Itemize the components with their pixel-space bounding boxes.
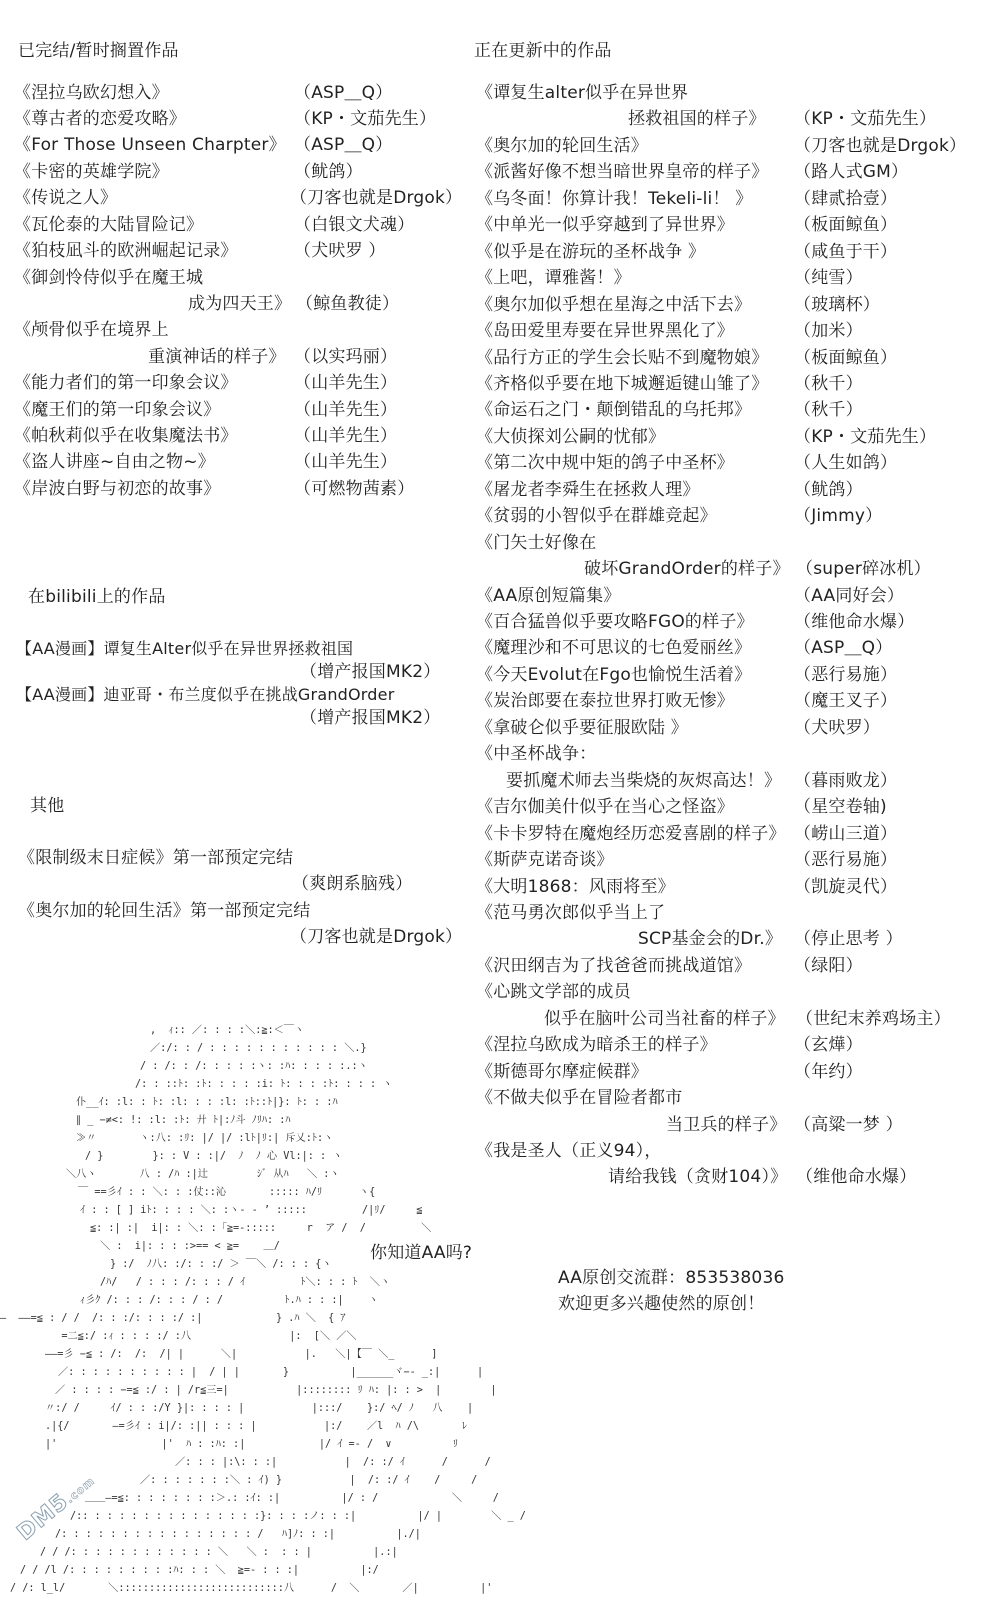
list-item-title: 《大明1868：风雨将至》: [476, 877, 675, 897]
list-item-author: （人生如鸽）: [794, 453, 898, 473]
list-item-title: 《传说之人》: [14, 188, 118, 208]
list-item-author: （星空卷轴): [794, 797, 887, 817]
list-item-author: （鲸鱼教徒）: [296, 294, 400, 314]
list-item-title: 《涅拉乌欧幻想入》: [14, 83, 169, 103]
list-item-title: 《似乎是在游玩的圣杯战争 》: [476, 242, 706, 262]
list-item-title: 《百合猛兽似乎要攻略FGO的样子》: [476, 612, 754, 632]
list-item-title: 《奥尔加的轮回生活》: [476, 136, 648, 156]
list-item-author: （KP・文茄先生）: [794, 109, 937, 129]
list-item-title: 《范马勇次郎似乎当上了: [476, 903, 666, 923]
list-item-author: （秋千）: [794, 374, 863, 394]
list-item-title: 《卡密的英雄学院》: [14, 162, 169, 182]
list-item-author: （玻璃杯）: [794, 295, 880, 315]
list-item-title-cont: 请给我钱（贪财104）》: [608, 1167, 788, 1187]
list-item-author: （维他命水爆）: [794, 612, 915, 632]
list-item-title: 《沢田纲吉为了找爸爸而挑战道馆》: [476, 956, 752, 976]
list-item-author: （维他命水爆）: [796, 1167, 917, 1187]
list-item-author: （KP・文茄先生）: [294, 109, 437, 129]
list-item-title-cont: 要抓魔术师去当柴烧的灰烬高达！》: [506, 771, 782, 791]
list-item-author: （高粱一梦 ）: [794, 1115, 903, 1135]
list-item-author: （凯旋灵代）: [794, 877, 898, 897]
list-item-title-cont: 重演神话的样子》: [148, 347, 286, 367]
list-item-title: 【AA漫画】谭复生Alter似乎在异世界拯救祖国: [16, 639, 354, 658]
list-item-title-cont: 当卫兵的样子》: [666, 1115, 787, 1135]
list-item-author: （增产报国MK2）: [300, 708, 441, 728]
list-item-author: （ASP＿Q）: [294, 83, 393, 103]
list-item-author: （AA同好会）: [794, 586, 905, 606]
list-item-author: （KP・文茄先生）: [794, 427, 937, 447]
list-item-title: 《门矢士好像在: [476, 533, 597, 553]
list-item-title: 《涅拉乌欧成为暗杀王的样子》: [476, 1035, 717, 1055]
list-item-author: （板面鲸鱼）: [794, 215, 898, 235]
list-item-title: 《乌冬面！你算计我！Tekeli-li！ 》: [476, 189, 753, 209]
list-item-author: （鱿鸽）: [794, 480, 863, 500]
list-item-title: 《品行方正的学生会长贴不到魔物娘》: [476, 348, 769, 368]
list-item-title: 《吉尔伽美什似乎在当心之怪盗》: [476, 797, 734, 817]
list-item-author: （Jimmy）: [794, 506, 883, 526]
list-item-author: （崂山三道）: [794, 824, 898, 844]
list-item-title: 《炭治郎要在泰拉世界打败无惨》: [476, 691, 734, 711]
list-item-title: 《岛田爱里寿要在异世界黑化了》: [476, 321, 734, 341]
list-item-author: （刀客也就是Drgok）: [794, 136, 967, 156]
list-item-title: 《拿破仑似乎要征服欧陆 》: [476, 718, 689, 738]
list-item-title: 《我是圣人（正义94），: [476, 1141, 662, 1161]
list-item-title-cont: 成为四天王》: [188, 294, 292, 314]
completed-heading: 已完结/暂时搁置作品: [18, 41, 179, 61]
list-item-author: （停止思考 ）: [794, 929, 903, 949]
list-item-title: 《卡卡罗特在魔炮经历恋爱喜剧的样子》: [476, 824, 786, 844]
list-item-author: （加米）: [794, 321, 863, 341]
list-item-title: 《大侦探刘公嗣的忧郁》: [476, 427, 666, 447]
list-item-author: （爽朗系脑残）: [292, 874, 413, 894]
list-item-author: （犬吠罗）: [794, 718, 880, 738]
list-item-author: （恶行易施）: [794, 665, 898, 685]
list-item-author: （super碎冰机）: [796, 559, 931, 579]
list-item-title: 《奥尔加的轮回生活》第一部预定完结: [18, 901, 311, 921]
list-item-author: （路人式GM）: [794, 162, 909, 182]
slogan: 欢迎更多兴趣使然的原创！: [558, 1294, 765, 1314]
question-text: 你知道AA吗?: [370, 1243, 473, 1263]
list-item-title: 《帕秋莉似乎在收集魔法书》: [14, 426, 238, 446]
list-item-title: 《For Those Unseen Charpter》: [14, 135, 286, 155]
list-item-author: （绿阳）: [794, 956, 863, 976]
list-item-title: 《派酱好像不想当暗世界皇帝的样子》: [476, 162, 769, 182]
list-item-author: （ASP＿Q）: [794, 638, 893, 658]
list-item-title: 《今天Evolut在Fgo也愉悦生活着》: [476, 665, 752, 685]
list-item-title: 《贫弱的小智似乎在群雄竞起》: [476, 506, 717, 526]
list-item-author: （鱿鸽）: [294, 162, 363, 182]
list-item-author: （咸鱼于干）: [794, 242, 898, 262]
list-item-author: （肆贰拾壹）: [794, 189, 898, 209]
list-item-author: （板面鲸鱼）: [794, 348, 898, 368]
list-item-title: 《屠龙者李舜生在拯救人理》: [476, 480, 700, 500]
list-item-author: （山羊先生）: [294, 452, 398, 472]
list-item-title: 《盗人讲座~自由之物~》: [14, 452, 215, 472]
list-item-title: 《狛枝凪斗的欧洲崛起记录》: [14, 241, 238, 261]
list-item-title: 《魔王们的第一印象会议》: [14, 400, 221, 420]
list-item-author: （ASP＿Q）: [294, 135, 393, 155]
list-item-author: （白银文犬魂）: [294, 215, 415, 235]
list-item-title: 《命运石之门・颠倒错乱的乌托邦》: [476, 400, 752, 420]
list-item-title: 《中单光一似乎穿越到了异世界》: [476, 215, 734, 235]
list-item-author: （可燃物茜素）: [294, 479, 415, 499]
list-item-title-cont: SCP基金会的Dr.》: [638, 929, 783, 949]
list-item-title: 《心跳文学部的成员: [476, 982, 631, 1002]
list-item-title: 《齐格似乎要在地下城邂逅键山雏了》: [476, 374, 769, 394]
list-item-title: 《尊古者的恋爱攻略》: [14, 109, 186, 129]
list-item-author: （年约）: [794, 1062, 863, 1082]
list-item-author: （山羊先生）: [294, 373, 398, 393]
list-item-author: （暮雨败龙）: [794, 771, 898, 791]
list-item-author: （魔王叉子）: [794, 691, 898, 711]
list-item-title-cont: 拯救祖国的样子》: [628, 109, 766, 129]
list-item-author: （玄燁）: [794, 1035, 863, 1055]
list-item-author: （增产报国MK2）: [300, 662, 441, 682]
list-item-title: 《御剑怜侍似乎在魔王城: [14, 268, 204, 288]
list-item-title: 《奥尔加似乎想在星海之中活下去》: [476, 295, 752, 315]
list-item-title: 《颅骨似乎在境界上: [14, 320, 169, 340]
list-item-author: （山羊先生）: [294, 400, 398, 420]
list-item-title: 《中圣杯战争：: [476, 744, 597, 764]
list-item-title-cont: 破坏GrandOrder的样子》: [584, 559, 790, 579]
list-item-title: 【AA漫画】迪亚哥・布兰度似乎在挑战GrandOrder: [16, 685, 395, 704]
list-item-title-cont: 似乎在脑叶公司当社畜的样子》: [544, 1009, 785, 1029]
other-heading: 其他: [30, 796, 65, 816]
group-number: AA原创交流群：853538036: [558, 1268, 785, 1288]
list-item-author: （刀客也就是Drgok）: [290, 188, 463, 208]
watermark-sub: .com: [63, 1474, 98, 1506]
ascii-art-character-illustration: , ｨ:: ／: : : :＼:≧:＜￣ヽ ／:/: : / : : : : : : : : : : : ＼.} / : /: : /: : : : :ヽ: :ﾊ: : : : :.:ヽ /: : ::ﾄ: :ﾄ: : : : :i: ﾄ: : : :ﾄ: : : : ヽ 仆__ｲ: :l: : ﾄ: :l: : : :l: :ﾄ::ﾄ|}: ﾄ: : :ﾊ ∥ _ −≠<: !: :l: :ﾄ: 廾 ﾄ|:ﾉ斗 ﾉﾘﾊ: :ﾊ ≫〃 ヽ:八: :ﾘ: |/ |/ :lﾄ|ﾘ:| 斥乂:ﾄ:ヽ / } }: : V : :|/ ﾉ ﾉ 心 Vl:|: : ヽ ＼八ヽ 八 : /ﾊ :|辻 ｼﾞ 从ﾊ ＼ :ヽ ￣ ==彡ｲ : : ＼: : :仗::沁 ::::: ﾊ/ﾘ ヽ{ ｲ : : [ ] iﾄ: : : : ＼: :ヽ- ‐ ’ ::::: /|ﾘ/ ≦ ≦: :| :| i|: : ＼: :「≧=-::::: r ア / / ＼ ＼ : i|: : : :>== < ≧= ＿/ } :/ ﾉ八: :/: : :/ ＞ ￣＼ /: : : {ヽ /ﾊ/ / : : : /: : : / ｲ ﾄ＼: : : ﾄ ＼ヽ ｨ彡ｸ /: : : /: : : / : / ﾄ.ﾊ : : :| ヽ — ——=≦ : / / /: : :/: : : :/ :| } .ﾊ ＼ { ｱ =二≦:/ :ｨ : : : :/ :八 |: [＼ ／＼ ——=彡 −≦ : /: /: /| | ＼| |. ＼|【￣ ＼_ ] ／: : : : : : : : : : | / | | } |______ヾ−- _:| | ／ : : : : −=≦ :/ : | /r≦三=| |:::::::: ﾘ ﾊ: |: : > | | 〃:/ / ｲ/ : : :/Y }|: : : : | |:::/ }:/ ﾍ/ ﾉ 八 | .|{/ —=彡ｲ : i|/: :|| : : : | |:/ ／l ﾊ /\ ﾚ |' |' ﾊ : :ﾊ: :| |/ ｲ =- / ∨ ﾘ ／: : : |:\: : :| | /: :/ ｲ / / ／: : : : : : :＼ : ｲ) } | /: :/ ｲ / / ＿＿—=≦: : : : : : : :＞.: :ｲ: :| |/ : / ＼ / /:: : : : : : : : : : : : : : :}: : : :ノ: : :| |/ | ＼ _ / /: : : : : : : : : : : : : : : : / ﾊ]ﾉ: : :| |./| / / /: : : : : : : : : : : : ＼ ＼ : : : | |.:| / / /l /: : : : : : : : :ﾊ: : : ＼ ≧=- : : :| |:/ / /: l_l/ ＼:::::::::::::::::::::::::::八 / ＼ ／| |': [0, 1025, 526, 1594]
list-item-title: 《瓦伦泰的大陆冒险记》: [14, 215, 204, 235]
list-item-title: 《不做夫似乎在冒险者都市: [476, 1088, 683, 1108]
list-item-title: 《魔理沙和不可思议的七色爱丽丝》: [476, 638, 752, 658]
list-item-title: 《谭复生alter似乎在异世界: [476, 83, 689, 103]
bilibili-heading: 在bilibili上的作品: [28, 587, 166, 607]
list-item-title: 《上吧，谭雅酱！》: [476, 268, 631, 288]
list-item-title: 《斯萨克诺奇谈》: [476, 850, 614, 870]
list-item-author: （恶行易施）: [794, 850, 898, 870]
list-item-title: 《AA原创短篇集》: [476, 586, 621, 606]
list-item-title: 《能力者们的第一印象会议》: [14, 373, 238, 393]
list-item-author: （秋千）: [794, 400, 863, 420]
list-item-author: （世纪末养鸡场主）: [796, 1009, 951, 1029]
list-item-author: （山羊先生）: [294, 426, 398, 446]
list-item-title: 《限制级末日症候》第一部预定完结: [18, 848, 294, 868]
list-item-author: （以实玛丽）: [294, 347, 398, 367]
watermark-main: DM5: [12, 1488, 74, 1546]
ongoing-heading: 正在更新中的作品: [474, 41, 612, 61]
list-item-author: （纯雪）: [794, 268, 863, 288]
list-item-title: 《斯德哥尔摩症候群》: [476, 1062, 648, 1082]
list-item-author: （犬吠罗 ）: [294, 241, 386, 261]
list-item-title: 《第二次中规中矩的鸽子中圣杯》: [476, 453, 734, 473]
list-item-author: （刀客也就是Drgok）: [290, 927, 463, 947]
list-item-title: 《岸波白野与初恋的故事》: [14, 479, 221, 499]
